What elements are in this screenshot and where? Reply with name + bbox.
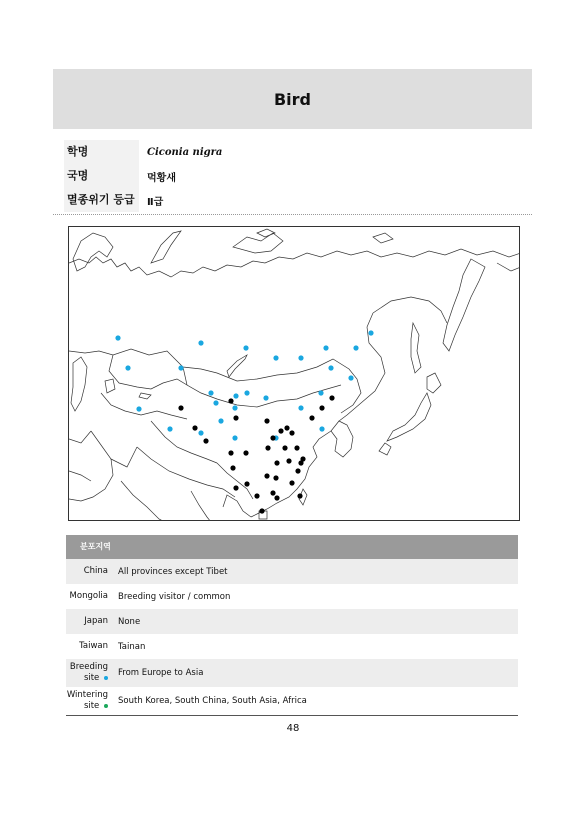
- breeding-point: [233, 393, 238, 398]
- breeding-point: [348, 375, 353, 380]
- table-row: [66, 559, 518, 584]
- wintering-point: [264, 418, 269, 423]
- row-key: China: [83, 566, 108, 576]
- breeding-point: [298, 355, 303, 360]
- info-value: 먹황새: [147, 172, 176, 184]
- wintering-point: [228, 450, 233, 455]
- wintering-legend-dot-icon: [104, 704, 108, 708]
- species-info: [64, 140, 529, 212]
- wintering-point: [259, 508, 264, 513]
- breeding-point: [244, 390, 249, 395]
- wintering-point: [282, 445, 287, 450]
- breeding-point: [136, 406, 141, 411]
- info-label: 국명: [64, 164, 139, 188]
- breeding-point: [232, 435, 237, 440]
- breeding-point: [232, 405, 237, 410]
- wintering-point: [273, 475, 278, 480]
- info-row-korean-name: [64, 164, 529, 188]
- table-row: [66, 609, 518, 634]
- breeding-point: [167, 426, 172, 431]
- breeding-point: [368, 330, 373, 335]
- row-key: Taiwan: [79, 641, 108, 651]
- table-row: [66, 584, 518, 609]
- wintering-point: [265, 445, 270, 450]
- wintering-point: [294, 445, 299, 450]
- breeding-point: [198, 340, 203, 345]
- breeding-point: [323, 345, 328, 350]
- info-value: Ⅱ급: [147, 196, 164, 208]
- wintering-point: [254, 493, 259, 498]
- breeding-point: [178, 365, 183, 370]
- breeding-point: [125, 365, 130, 370]
- breeding-point: [213, 400, 218, 405]
- info-label: 멸종위기 등급: [64, 188, 139, 212]
- breeding-point: [218, 418, 223, 423]
- breeding-point: [318, 390, 323, 395]
- wintering-point: [329, 395, 334, 400]
- breeding-point: [319, 426, 324, 431]
- wintering-point: [178, 405, 183, 410]
- wintering-point: [203, 438, 208, 443]
- page-title-bar: [53, 69, 532, 129]
- wintering-point: [243, 450, 248, 455]
- wintering-point: [300, 456, 305, 461]
- wintering-point: [270, 490, 275, 495]
- coastline-outlines: [69, 229, 520, 521]
- distribution-table: [66, 535, 518, 716]
- info-row-scientific-name: [64, 140, 529, 164]
- wintering-point: [228, 398, 233, 403]
- wintering-point: [289, 480, 294, 485]
- info-label: 학명: [64, 140, 139, 164]
- breeding-legend-dot-icon: [104, 676, 108, 680]
- wintering-point: [295, 468, 300, 473]
- table-row: [66, 634, 518, 659]
- info-row-endangered-grade: [64, 188, 529, 212]
- wintering-point: [319, 405, 324, 410]
- row-value: All provinces except Tibet: [118, 566, 228, 577]
- breeding-point: [273, 355, 278, 360]
- info-value: Ciconia nigra: [147, 146, 223, 158]
- wintering-point: [309, 415, 314, 420]
- table-row: [66, 687, 518, 715]
- breeding-point: [353, 345, 358, 350]
- breeding-point: [263, 395, 268, 400]
- table-header: 분포지역: [66, 535, 518, 559]
- row-key-text: Breeding site: [69, 662, 108, 683]
- row-key-text: Wintering site: [66, 690, 108, 711]
- row-key: Mongolia: [69, 591, 108, 601]
- wintering-point: [297, 493, 302, 498]
- wintering-point: [274, 460, 279, 465]
- breeding-point: [198, 430, 203, 435]
- breeding-point: [298, 405, 303, 410]
- wintering-point: [264, 473, 269, 478]
- row-key: [66, 690, 118, 712]
- row-value: Breeding visitor / common: [118, 591, 231, 602]
- distribution-map: [68, 226, 520, 521]
- breeding-point: [243, 345, 248, 350]
- wintering-point: [270, 435, 275, 440]
- map-canvas: [69, 227, 520, 521]
- page-number: 48: [286, 723, 300, 734]
- row-key: Japan: [84, 616, 108, 626]
- wintering-point: [233, 485, 238, 490]
- wintering-point: [230, 465, 235, 470]
- wintering-point: [286, 458, 291, 463]
- page-title: Bird: [273, 89, 312, 109]
- wintering-point: [244, 481, 249, 486]
- breeding-point: [328, 365, 333, 370]
- section-divider: [53, 214, 532, 215]
- wintering-point: [192, 425, 197, 430]
- table-bottom-rule: [66, 715, 518, 716]
- wintering-points: [178, 395, 334, 513]
- wintering-point: [278, 428, 283, 433]
- wintering-point: [289, 430, 294, 435]
- wintering-point: [233, 415, 238, 420]
- wintering-point: [284, 425, 289, 430]
- wintering-point: [274, 495, 279, 500]
- row-value: Tainan: [118, 641, 146, 652]
- row-value: South Korea, South China, South Asia, Africa: [118, 696, 307, 706]
- row-value: None: [118, 616, 141, 627]
- row-key: [66, 662, 118, 684]
- table-row: [66, 659, 518, 687]
- row-value: From Europe to Asia: [118, 668, 204, 678]
- breeding-point: [208, 390, 213, 395]
- breeding-point: [115, 335, 120, 340]
